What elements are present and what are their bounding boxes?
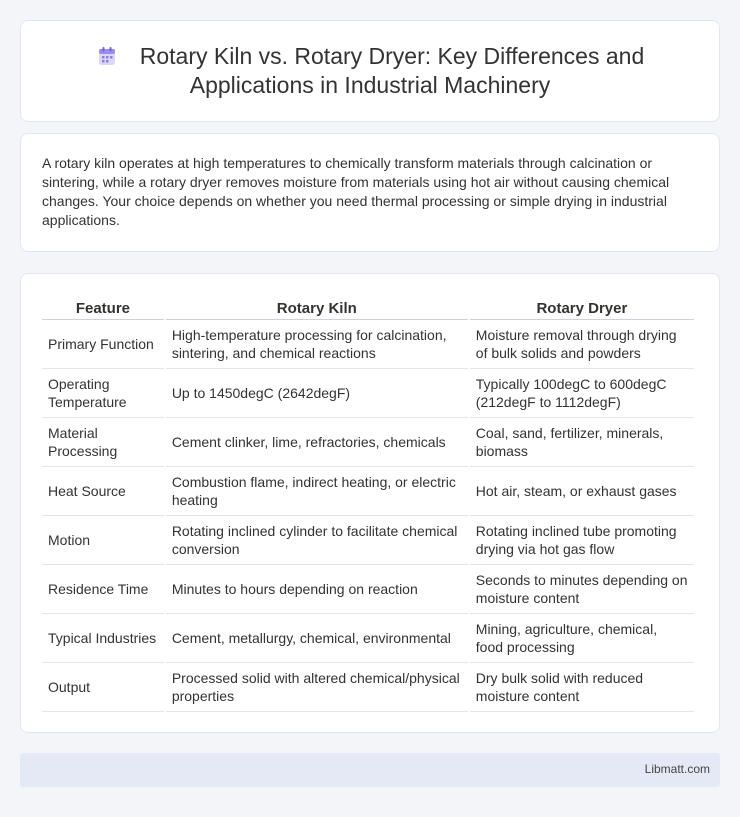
kiln-cell: Cement clinker, lime, refractories, chemicals bbox=[166, 418, 468, 467]
dryer-cell: Hot air, steam, or exhaust gases bbox=[470, 467, 694, 516]
title-card bbox=[20, 20, 720, 122]
feature-cell: Material Processing bbox=[42, 418, 164, 467]
feature-cell: Motion bbox=[42, 516, 164, 565]
kiln-cell: Cement, metallurgy, chemical, environmental bbox=[166, 614, 468, 663]
feature-cell: Typical Industries bbox=[42, 614, 164, 663]
dryer-cell: Typically 100degC to 600degC (212degF to 1112degF) bbox=[470, 369, 694, 418]
kiln-cell: Minutes to hours depending on reaction bbox=[166, 565, 468, 614]
dryer-cell: Seconds to minutes depending on moisture content bbox=[470, 565, 694, 614]
footer-site-link[interactable]: Libmatt.com bbox=[644, 762, 710, 776]
header-rotary-dryer: Rotary Dryer bbox=[470, 294, 694, 320]
kiln-cell: High-temperature processing for calcination, sintering, and chemical reactions bbox=[166, 320, 468, 369]
table-row bbox=[42, 467, 694, 516]
feature-cell: Output bbox=[42, 663, 164, 712]
table-header-row bbox=[42, 294, 694, 320]
feature-cell: Primary Function bbox=[42, 320, 164, 369]
table-row bbox=[42, 663, 694, 712]
dryer-cell: Mining, agriculture, chemical, food processing bbox=[470, 614, 694, 663]
table-row bbox=[42, 516, 694, 565]
dryer-cell: Moisture removal through drying of bulk solids and powders bbox=[470, 320, 694, 369]
table-row bbox=[42, 418, 694, 467]
header-rotary-kiln: Rotary Kiln bbox=[166, 294, 468, 320]
dryer-cell: Coal, sand, fertilizer, minerals, biomass bbox=[470, 418, 694, 467]
table-row bbox=[42, 320, 694, 369]
feature-cell: Operating Temperature bbox=[42, 369, 164, 418]
feature-cell: Heat Source bbox=[42, 467, 164, 516]
table-row bbox=[42, 614, 694, 663]
header-feature: Feature bbox=[42, 294, 164, 320]
intro-card bbox=[20, 133, 720, 252]
dryer-cell: Dry bulk solid with reduced moisture content bbox=[470, 663, 694, 712]
intro-paragraph: A rotary kiln operates at high temperatures to chemically transform materials through calcination or sintering, while a rotary dryer removes moisture from materials using hot air without causing chemical changes. Your choice depends on whether you need thermal processing or simple drying in industrial applications. bbox=[42, 155, 670, 228]
calendar-icon bbox=[96, 45, 118, 67]
page-title: Rotary Kiln vs. Rotary Dryer: Key Differences and Applications in Industrial Machinery bbox=[139, 43, 645, 98]
feature-cell: Residence Time bbox=[42, 565, 164, 614]
dryer-cell: Rotating inclined tube promoting drying via hot gas flow bbox=[470, 516, 694, 565]
footer-bar bbox=[20, 753, 720, 787]
table-row bbox=[42, 369, 694, 418]
kiln-cell: Rotating inclined cylinder to facilitate chemical conversion bbox=[166, 516, 468, 565]
kiln-cell: Combustion flame, indirect heating, or electric heating bbox=[166, 467, 468, 516]
table-row bbox=[42, 565, 694, 614]
kiln-cell: Processed solid with altered chemical/physical properties bbox=[166, 663, 468, 712]
comparison-table bbox=[40, 294, 696, 712]
page-title-wrap bbox=[70, 42, 670, 100]
comparison-card bbox=[20, 273, 720, 733]
kiln-cell: Up to 1450degC (2642degF) bbox=[166, 369, 468, 418]
